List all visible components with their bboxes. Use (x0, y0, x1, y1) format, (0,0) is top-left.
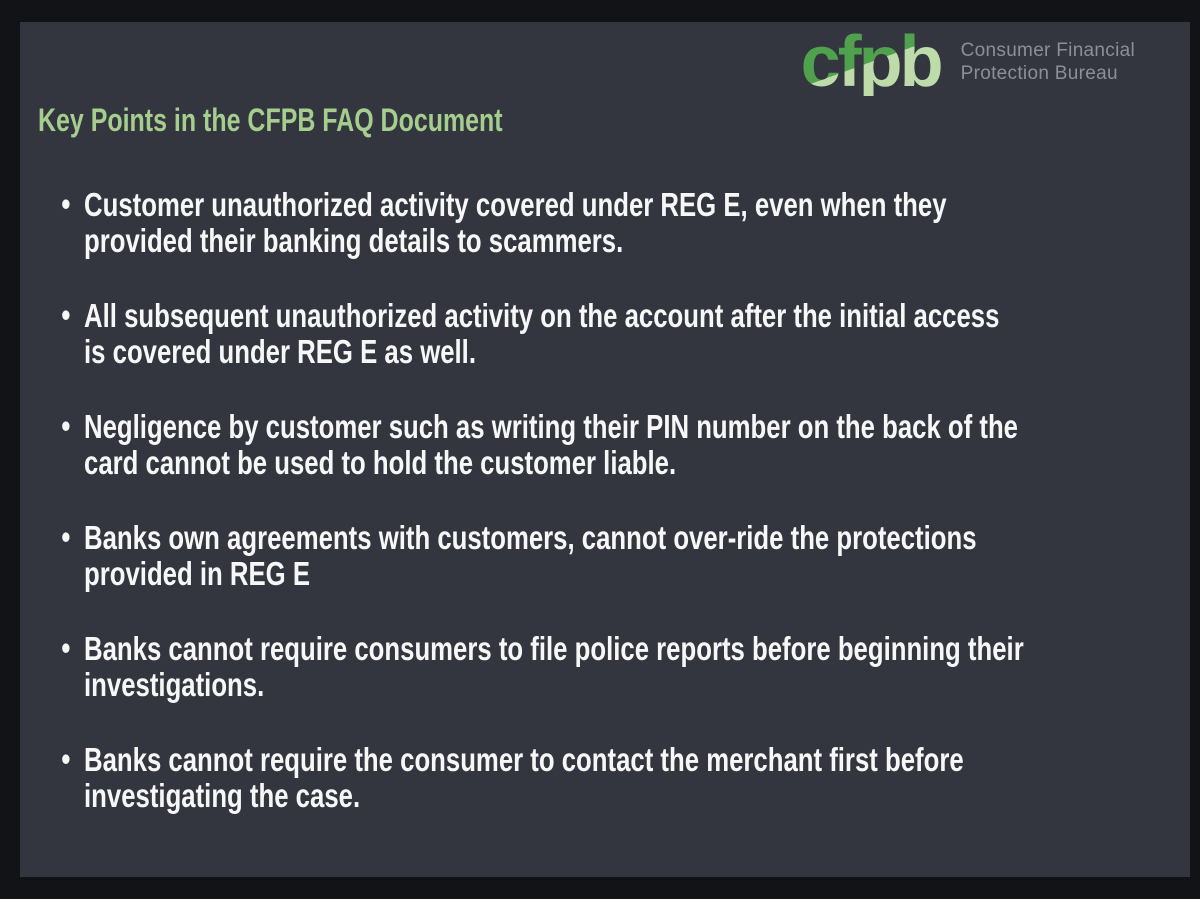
bullet-item (38, 187, 1190, 259)
slide-content (38, 102, 1190, 853)
slide (20, 22, 1190, 877)
bullet-text-line: Banks own agreements with customers, cannot over-ride the protections (84, 519, 977, 556)
bullet-text-line: Banks cannot require consumers to file police reports before beginning their (84, 630, 1024, 667)
bullet-item (38, 409, 1190, 481)
bullet-text-line: Negligence by customer such as writing their PIN number on the back of the (84, 408, 1018, 445)
bullet-text-line: card cannot be used to hold the customer liable. (84, 444, 677, 481)
cfpb-org-line2: Protection Bureau (960, 63, 1118, 85)
cfpb-logo (800, 22, 1135, 102)
bullet-marker-icon: • (61, 407, 71, 444)
bullet-item (38, 631, 1190, 703)
bullet-item (38, 742, 1190, 814)
page-title: Key Points in the CFPB FAQ Document (38, 102, 503, 138)
cfpb-logo-orgname (961, 39, 1135, 85)
bullet-item (38, 298, 1190, 370)
bullet-text-line: All subsequent unauthorized activity on the account after the initial access (84, 297, 1000, 334)
bullet-marker-icon: • (61, 629, 71, 666)
cfpb-logo-icon: cfpb (800, 22, 941, 102)
bullet-text-line: provided in REG E (84, 555, 310, 592)
bullet-text-line: Customer unauthorized activity covered under REG E, even when they (84, 186, 947, 223)
bullet-marker-icon: • (61, 518, 71, 555)
bullet-text-line: investigations. (84, 666, 265, 703)
bullet-text-line: provided their banking details to scammers. (84, 222, 624, 259)
bullet-text-line: investigating the case. (84, 777, 361, 814)
bullet-marker-icon: • (61, 740, 71, 777)
bullet-marker-icon: • (61, 296, 71, 333)
bullet-marker-icon: • (61, 185, 71, 222)
bullet-text-line: Banks cannot require the consumer to contact the merchant first before (84, 741, 964, 778)
bullet-item (38, 520, 1190, 592)
cfpb-org-line1: Consumer Financial (960, 40, 1135, 62)
bullet-text-line: is covered under REG E as well. (84, 333, 476, 370)
bullet-list (38, 187, 1190, 814)
